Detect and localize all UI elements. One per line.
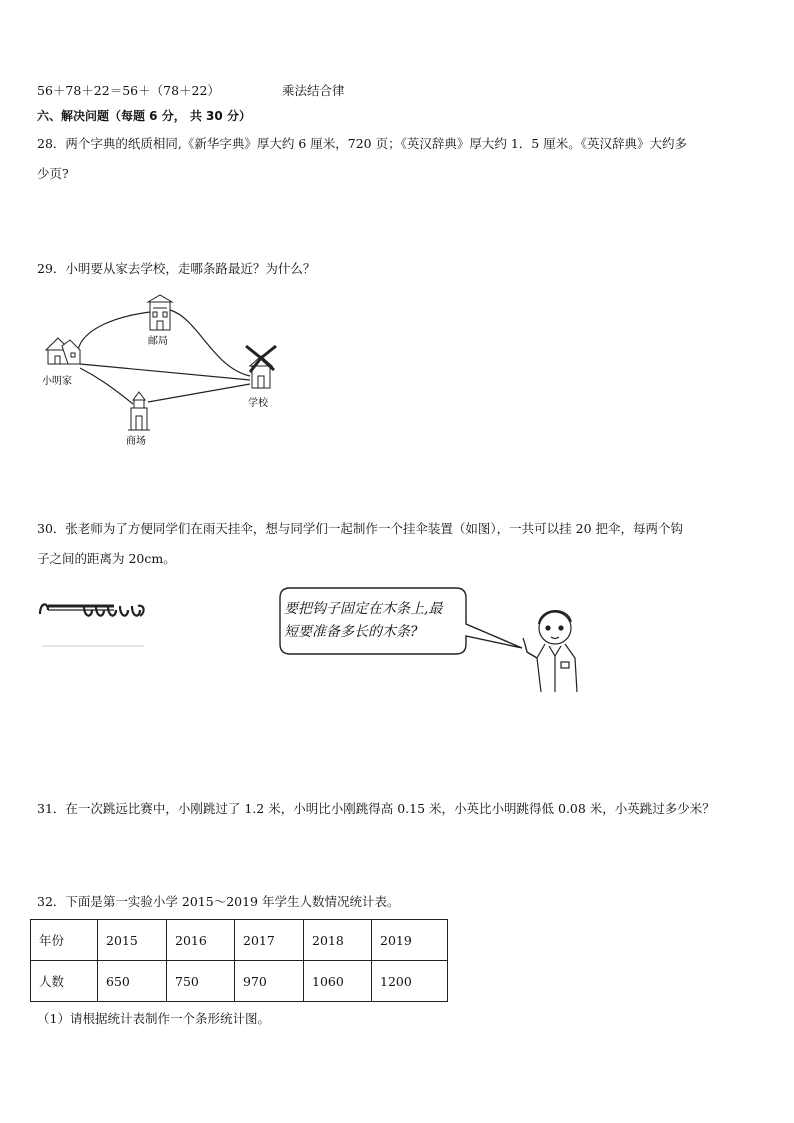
mall-tower-icon <box>128 392 150 430</box>
law-text: 乘法结合律 <box>282 83 345 98</box>
path-post-school <box>170 310 250 376</box>
question-32-sub1: （1）请根据统计表制作一个条形统计图。 <box>37 1011 270 1026</box>
question-32-text: 32．下面是第一实验小学 2015～2019 年学生人数情况统计表。 <box>37 894 400 909</box>
table-cell: 1060 <box>304 961 372 1002</box>
question-30-line1: 30．张老师为了方便同学们在雨天挂伞，想与同学们一起制作一个挂伞装置（如图），一共可以挂 20 把伞，每两个钩 <box>37 521 684 536</box>
route-map-figure <box>38 288 298 453</box>
table-cell: 2015 <box>98 920 167 961</box>
table-row-counts <box>31 961 448 1002</box>
section-heading: 六、解决问题（每题 6 分， 共 30 分） <box>37 109 251 123</box>
table-cell: 2019 <box>372 920 448 961</box>
table-cell: 750 <box>167 961 235 1002</box>
table-cell: 年份 <box>31 920 98 961</box>
table-cell: 970 <box>235 961 304 1002</box>
home-label: 小明家 <box>42 376 72 387</box>
mall-label: 商场 <box>126 436 146 447</box>
table-cell: 1200 <box>372 961 448 1002</box>
question-28-line2: 少页? <box>37 166 69 181</box>
home-icon <box>46 338 80 364</box>
question-30-line2: 子之间的距离为 20cm。 <box>37 551 176 566</box>
post-office-label: 邮局 <box>148 336 168 347</box>
hook-rail-figure <box>34 596 154 658</box>
school-label: 学校 <box>248 398 268 409</box>
path-mall-school <box>148 384 250 402</box>
question-31-text: 31．在一次跳远比赛中，小刚跳过了 1.2 米，小明比小刚跳得高 0.15 米，小英比小明跳得低 0.08 米，小英跳过多少米？ <box>37 801 715 816</box>
teacher-illustration <box>515 600 595 695</box>
table-cell: 人数 <box>31 961 98 1002</box>
path-home-mall <box>80 368 133 404</box>
bubble-line2: 短要准备多长的木条? <box>284 624 418 640</box>
question-28-line1: 28．两个字典的纸质相同,《新华字典》厚大约 6 厘米，720 页；《英汉辞典》厚大约 1．5 厘米。《英汉辞典》大约多 <box>37 136 687 151</box>
table-row-header <box>31 920 448 961</box>
student-count-table <box>30 919 448 1002</box>
table-cell: 2018 <box>304 920 372 961</box>
path-home-school <box>80 364 250 380</box>
table-cell: 650 <box>98 961 167 1002</box>
question-29-text: 29．小明要从家去学校，走哪条路最近？为什么？ <box>37 261 316 276</box>
table-cell: 2016 <box>167 920 235 961</box>
bubble-line1: 要把钩子固定在木条上,最 <box>284 601 443 617</box>
table-cell: 2017 <box>235 920 304 961</box>
post-office-icon <box>148 295 172 330</box>
equation-text: 56＋78＋22＝56＋（78＋22） <box>37 83 220 98</box>
path-home-post <box>78 312 150 350</box>
school-windmill-icon <box>246 346 276 388</box>
